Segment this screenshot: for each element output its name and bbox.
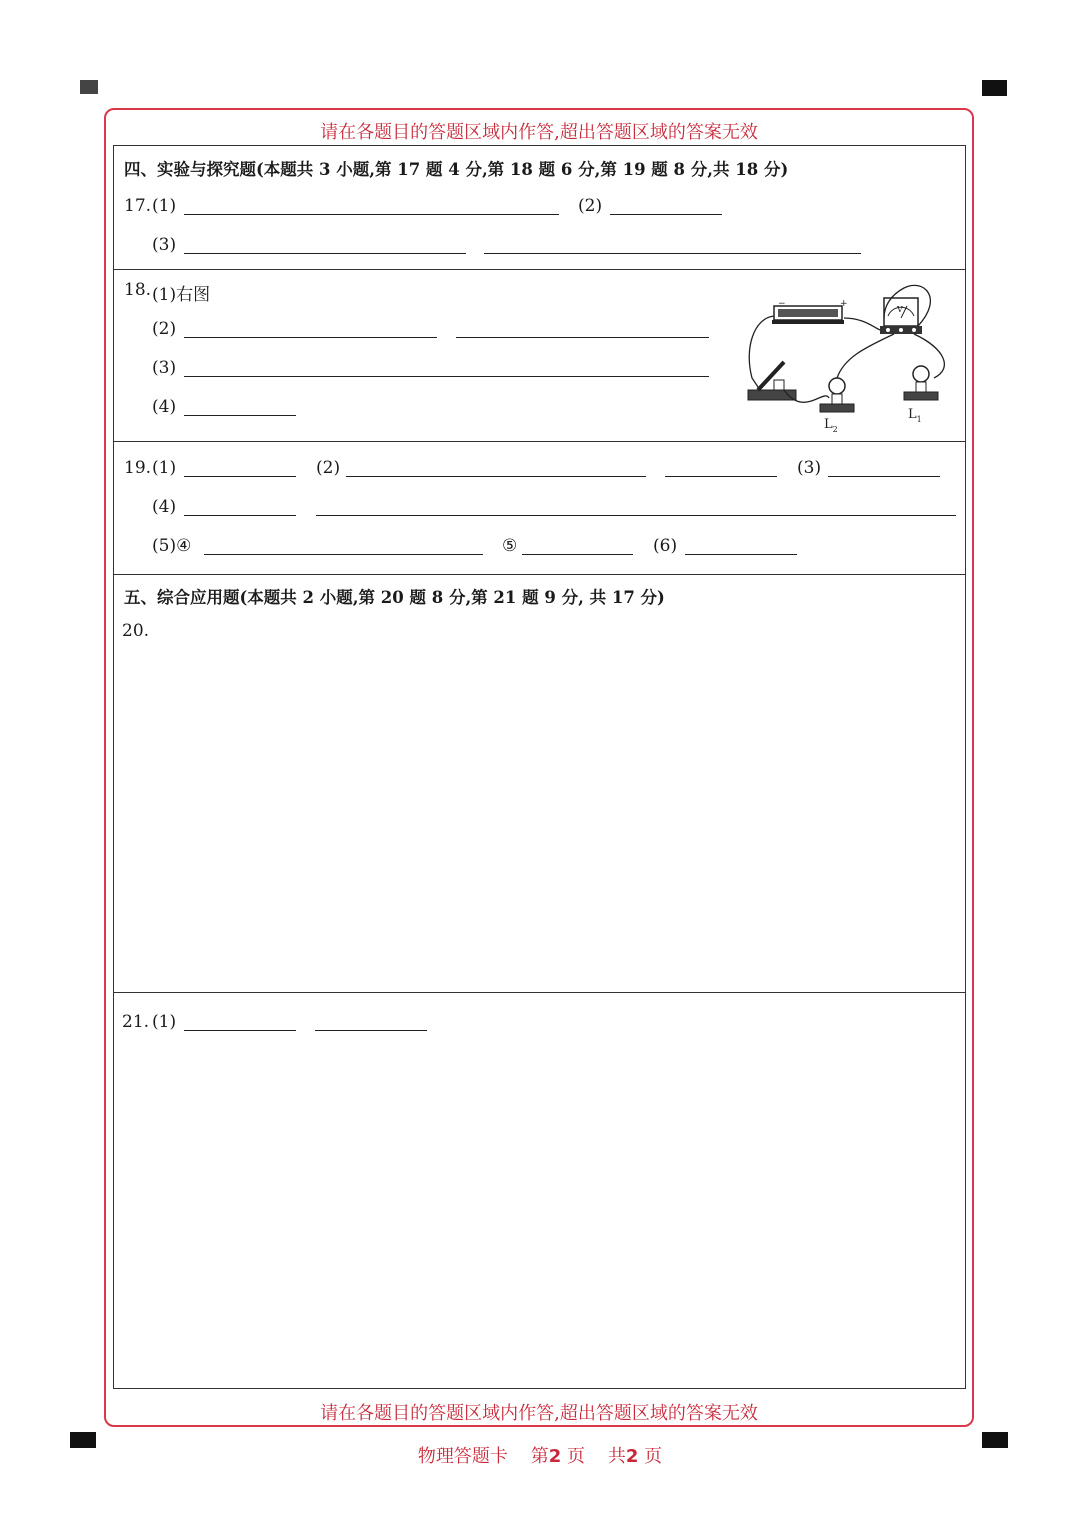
- bulb-l2-icon: [820, 378, 854, 412]
- q19-part3-label: (3): [797, 458, 822, 478]
- q17-part1-label: (1): [152, 196, 177, 216]
- section4-title: 四、实验与探究题(本题共 3 小题,第 17 题 4 分,第 18 题 6 分,第 19 题 8 分,共 18 分): [124, 160, 789, 179]
- battery-plus: +: [840, 299, 848, 309]
- q19-number: 19.: [124, 458, 152, 478]
- q19-part2-blank-a[interactable]: [346, 476, 646, 477]
- q21-part1-label: (1): [152, 1012, 177, 1032]
- q18-part2-blank-a[interactable]: [184, 337, 437, 338]
- footer-total-unit: 页: [644, 1446, 663, 1467]
- q17-part3-label: (3): [152, 235, 177, 255]
- bulb-l2-label: $L_2$: [824, 417, 838, 433]
- battery-minus: −: [778, 299, 786, 309]
- q19-part5-blank-a[interactable]: [204, 554, 483, 555]
- q19-part6-label: (6): [653, 536, 678, 556]
- q18-part1-label: (1)右图: [152, 285, 211, 305]
- q20-answer-area[interactable]: [114, 645, 965, 985]
- q17-number: 17.: [124, 196, 152, 216]
- q19-part2-label: (2): [316, 458, 341, 478]
- q21-part1-blank-b[interactable]: [315, 1030, 427, 1031]
- q18-part3-label: (3): [152, 358, 177, 378]
- voltmeter-icon: [880, 298, 922, 334]
- q17-part3-blank-b[interactable]: [484, 253, 861, 254]
- q18-part4-label: (4): [152, 397, 177, 417]
- section-q19: [114, 442, 965, 575]
- switch-icon: [748, 362, 796, 400]
- q18-part3-blank[interactable]: [184, 376, 709, 377]
- q19-part1-blank[interactable]: [184, 476, 296, 477]
- footer-total-prefix: 共: [607, 1446, 626, 1467]
- q20-number: 20.: [122, 621, 150, 641]
- footer-total-number: 2: [625, 1446, 639, 1467]
- q19-part4-label: (4): [152, 497, 177, 517]
- q19-part4-blank-a[interactable]: [184, 515, 296, 516]
- q21-answer-area[interactable]: [114, 1048, 965, 1378]
- circuit-diagram: [744, 278, 959, 433]
- answer-grid: [113, 145, 966, 1389]
- q19-part6-blank[interactable]: [685, 554, 797, 555]
- q21-number: 21.: [122, 1012, 150, 1032]
- section-q21: [114, 993, 965, 1388]
- q19-part2-blank-b[interactable]: [665, 476, 777, 477]
- q17-part1-blank[interactable]: [184, 214, 559, 215]
- alignment-mark-top-right: [982, 80, 1007, 96]
- section5-title: 五、综合应用题(本题共 2 小题,第 20 题 8 分,第 21 题 9 分, 共 17 分): [124, 588, 665, 607]
- q17-part2-blank[interactable]: [610, 214, 722, 215]
- q18-part4-blank[interactable]: [184, 415, 296, 416]
- q17-part2-label: (2): [578, 196, 603, 216]
- footer-notice: 请在各题目的答题区域内作答,超出答题区域的答案无效: [320, 1403, 758, 1424]
- footer-subject: 物理答题卡: [417, 1446, 508, 1467]
- section-q18: [114, 270, 965, 442]
- footer-page-number: 2: [548, 1446, 562, 1467]
- bulb-l1-label: $L_1$: [908, 407, 922, 424]
- q18-number: 18.: [124, 280, 152, 300]
- q19-part3-blank[interactable]: [828, 476, 940, 477]
- footer-page-prefix: 第: [530, 1446, 549, 1467]
- header-notice: 请在各题目的答题区域内作答,超出答题区域的答案无效: [320, 122, 758, 143]
- voltmeter-symbol: V: [897, 305, 903, 314]
- section-q17: [114, 146, 965, 270]
- q19-part4-blank-b[interactable]: [316, 515, 956, 516]
- q21-part1-blank-a[interactable]: [184, 1030, 296, 1031]
- alignment-mark-top-left: [80, 80, 98, 94]
- q19-part5b-label: ⑤: [502, 536, 518, 556]
- section-q20: [114, 575, 965, 993]
- q17-part3-blank-a[interactable]: [184, 253, 466, 254]
- q19-part5-label: (5)④: [152, 536, 192, 556]
- bulb-l1-icon: [904, 366, 938, 400]
- q18-part2-blank-b[interactable]: [456, 337, 709, 338]
- q18-part2-label: (2): [152, 319, 177, 339]
- page-footer: [0, 1442, 1080, 1468]
- q19-part5-blank-b[interactable]: [522, 554, 633, 555]
- q19-part1-label: (1): [152, 458, 177, 478]
- footer-page-unit: 页: [567, 1446, 585, 1467]
